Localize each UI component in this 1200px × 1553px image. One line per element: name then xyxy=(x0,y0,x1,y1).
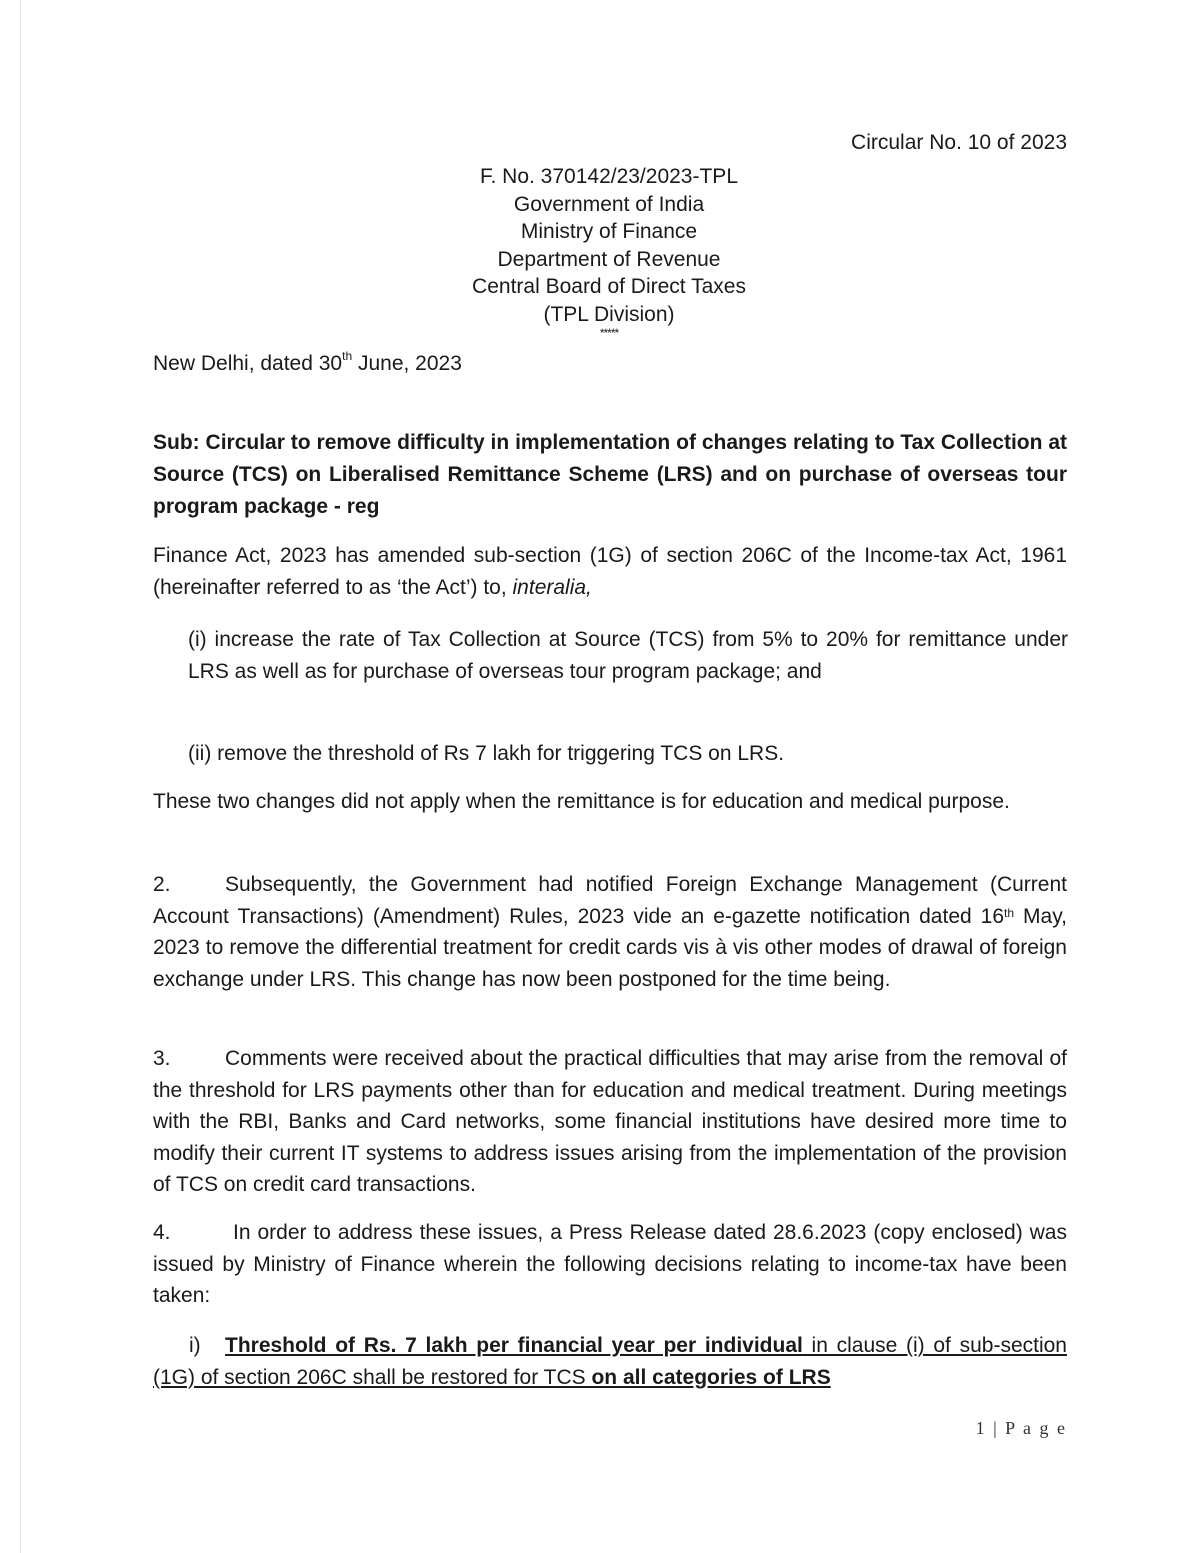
list-item-i: (i) increase the rate of Tax Collection at Source (TCS) from 5% to 20% for remittance under LRS as well as for purchase of overseas tour program package; and xyxy=(188,628,1068,683)
intro-paragraph: Finance Act, 2023 has amended sub-section (1G) of section 206C of the Income-tax Act, 1961 (hereinafter referred to as ‘the Act’) to, interalia, xyxy=(153,544,1067,599)
letterhead-line-4: Central Board of Direct Taxes xyxy=(472,275,746,298)
letterhead-line-2: Ministry of Finance xyxy=(520,220,698,243)
paragraph-4: 4. In order to address these issues, a Press Release dated 28.6.2023 (copy enclosed) was issued by Ministry of Finance wherein the following decisions relating to income-tax have been taken: xyxy=(153,1221,1067,1307)
subject-heading: Sub: Circular to remove difficulty in implementation of changes relating to Tax Collection at Source (TCS) on Liberalised Remittance Scheme (LRS) and on purchase of overseas tour program package - reg xyxy=(153,431,1067,518)
list-item-ii: (ii) remove the threshold of Rs 7 lakh for triggering TCS on LRS. xyxy=(188,742,785,765)
note-paragraph: These two changes did not apply when the remittance is for education and medical purpose. xyxy=(153,790,1010,813)
letterhead xyxy=(0,163,1200,338)
letterhead-line-1: Government of India xyxy=(513,192,705,216)
decision-item-i: i) Threshold of Rs. 7 lakh per financial year per individual in clause (i) of sub-section (1G) of section 206C shall be restored for TCS on all categories of LRS xyxy=(153,1334,1067,1389)
separator-stars: ***** xyxy=(599,326,619,340)
paragraph-3: 3. Comments were received about the practical difficulties that may arise from the removal of the threshold for LRS payments other than for education and medical treatment. During meetings with the RBI, Banks and Card networks, some financial institutions have desired more time to modify their current IT systems to address issues arising from the implementation of the provision of TCS on credit card transactions. xyxy=(153,1047,1067,1196)
file-number: F. No. 370142/23/2023-TPL xyxy=(479,165,738,188)
date-line: New Delhi, dated 30th June, 2023 xyxy=(153,349,462,375)
page-footer: 1 | P a g e xyxy=(975,1418,1067,1438)
paragraph-2: 2. Subsequently, the Government had notified Foreign Exchange Management (Current Account Transactions) (Amendment) Rules, 2023 vide an e-gazette notification dated 16th May, 2023 to remove the differential treatment for credit cards vis à vis other modes of drawal of foreign exchange under LRS. This change has now been postponed for the time being. xyxy=(153,873,1067,991)
circular-number: Circular No. 10 of 2023 xyxy=(851,131,1067,154)
letterhead-line-3: Department of Revenue xyxy=(497,247,721,271)
letterhead-line-5: (TPL Division) xyxy=(543,302,675,326)
